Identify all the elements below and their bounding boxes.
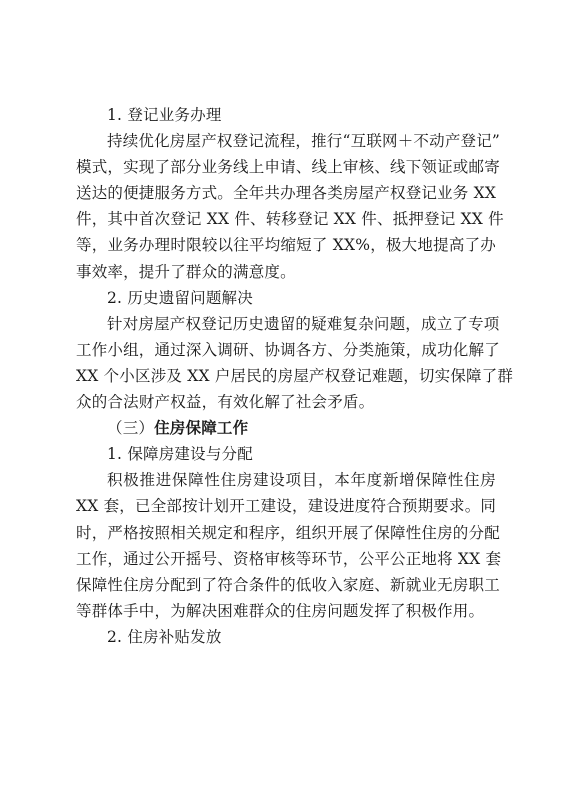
paragraph-line: 针对房屋产权登记历史遗留的疑难复杂问题，成立了专项 [107,314,500,333]
section-title-housing-security [76,415,496,441]
paragraph-line: 众的合法财产权益，有效化解了社会矛盾。 [76,393,375,412]
paragraph-line: 事效率，提升了群众的满意度。 [76,262,296,281]
paragraph-line: 持续优化房屋产权登记流程，推行“互联网＋不动产登记” [107,132,501,151]
paragraph-legacy-issues [76,311,514,415]
subsection-title-construction: 1. 保障房建设与分配 [107,445,253,464]
paragraph-line: 工作小组，通过深入调研、协调各方、分类施策，成功化解了 [76,340,500,359]
subsection-title-legacy-issues: 2. 历史遗留问题解决 [107,288,253,307]
paragraph-line: 积极推进保障性住房建设项目，本年度新增保障性住房 [107,471,496,490]
section-title-text: 住房保障工作 [154,418,249,438]
paragraph-line: 等群体手中，为解决困难群众的住房问题发挥了积极作用。 [76,601,485,620]
paragraph-line: 件，其中首次登记 XX 件、转移登记 XX 件、抵押登记 XX 件 [76,210,504,229]
paragraph-line: 模式，实现了部分业务线上申请、线上审核、线下领证或邮寄 [76,158,500,177]
paragraph-line: 保障性住房分配到了符合条件的低收入家庭、新就业无房职工 [76,575,500,594]
paragraph-line: 送达的便捷服务方式。全年共办理各类房屋产权登记业务 XX [76,184,497,203]
paragraph-line: 等，业务办理时限较以往平均缩短了 XX%，极大地提高了办 [76,236,496,255]
paragraph-line: XX 个小区涉及 XX 户居民的房屋产权登记难题，切实保障了群 [76,366,514,385]
section-number: （三） [107,419,155,438]
document-body [76,102,514,650]
paragraph-line: 工作，通过公开摇号、资格审核等环节，公平公正地将 XX 套 [76,549,502,568]
paragraph-line: XX 套，已全部按计划开工建设，建设进度符合预期要求。同 [76,497,497,516]
paragraph-registration [76,128,504,285]
paragraph-line: 时，严格按照相关规定和程序，组织开展了保障性住房的分配 [76,523,500,542]
subsection-title-registration: 1. 登记业务办理 [107,106,222,124]
paragraph-construction [76,467,502,624]
subsection-title-subsidy: 2. 住房补贴发放 [107,627,222,646]
